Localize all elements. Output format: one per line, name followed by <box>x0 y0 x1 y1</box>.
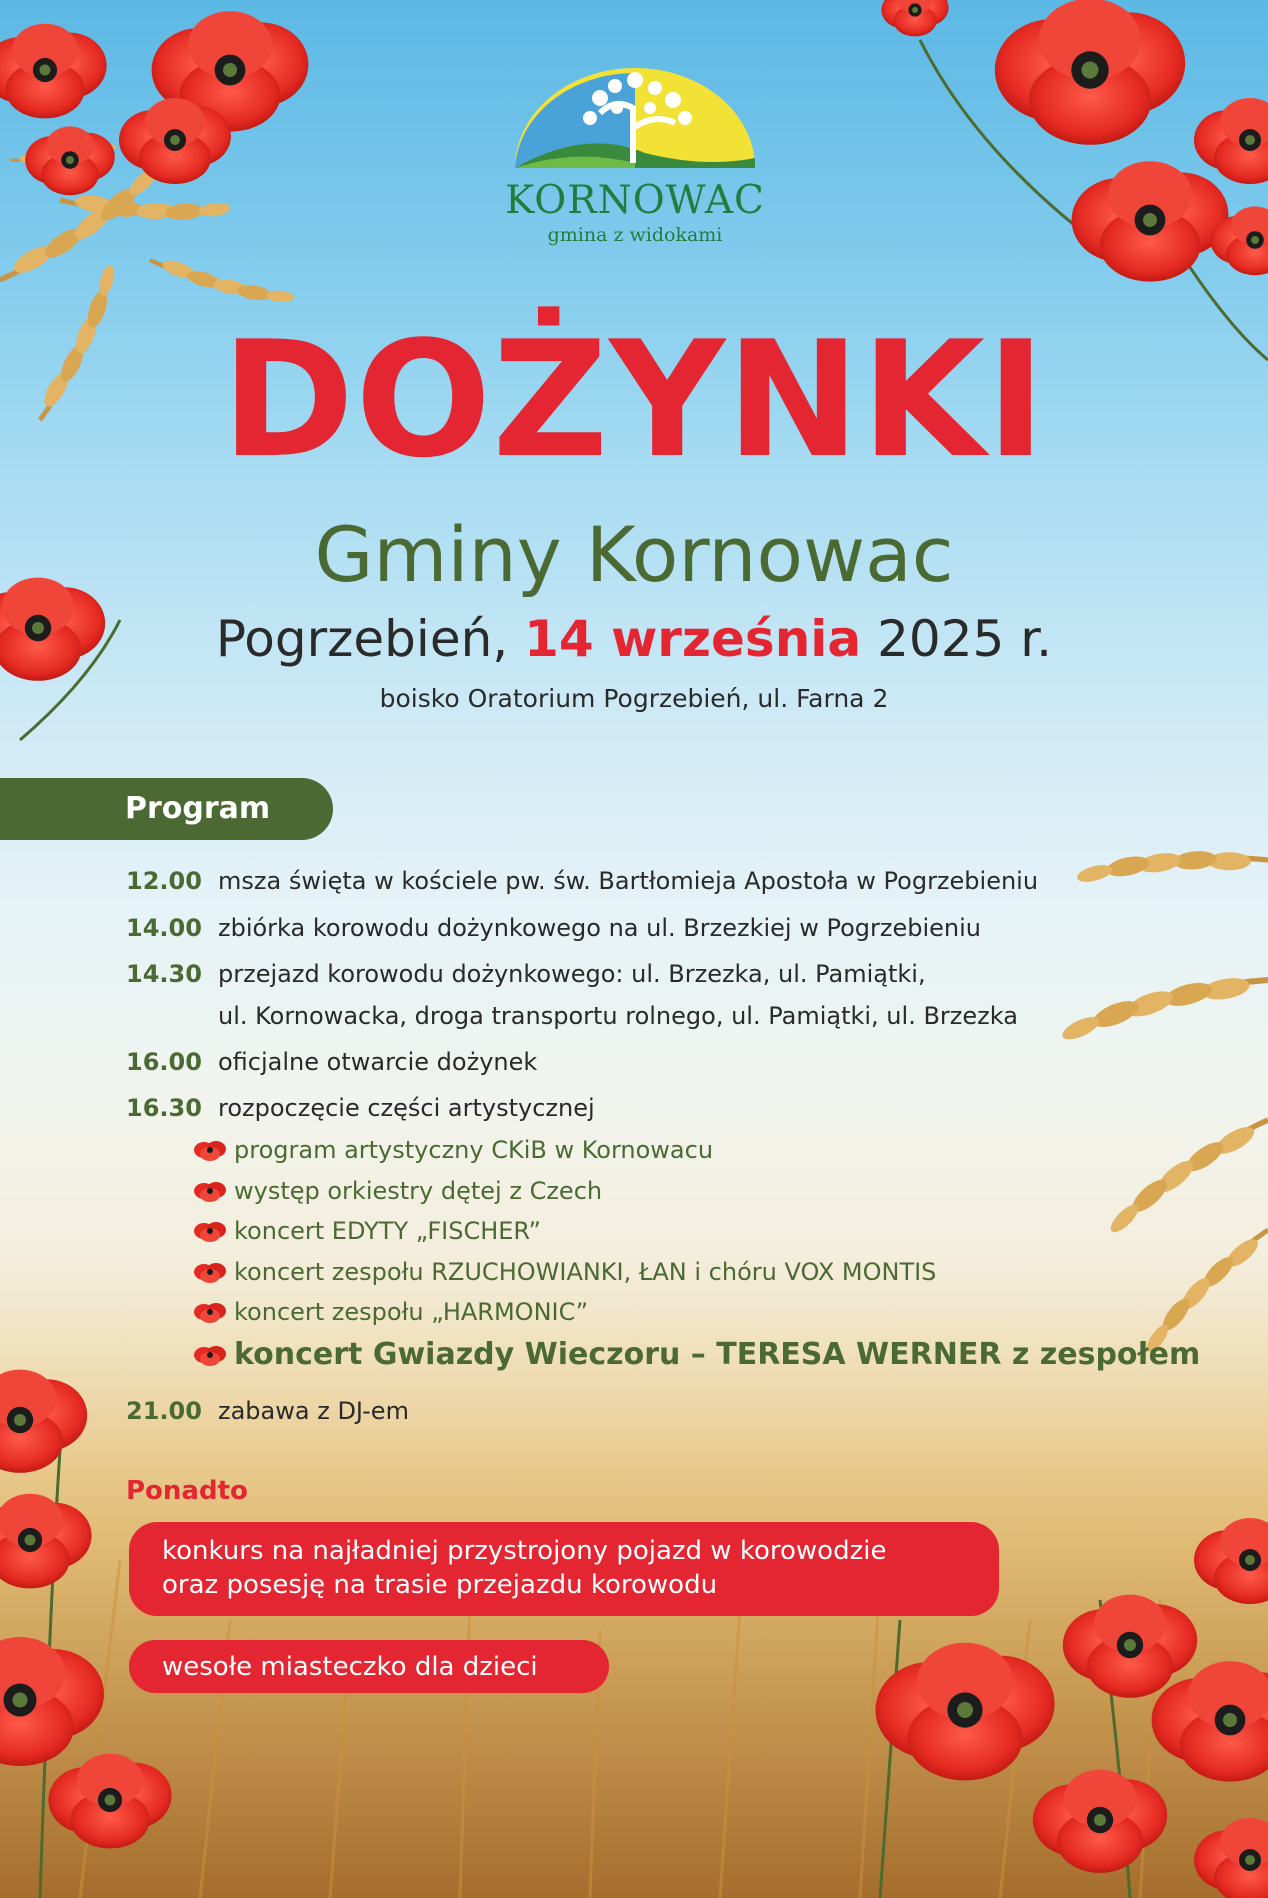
poppy-icon <box>190 1341 230 1369</box>
logo <box>505 68 765 248</box>
poppy-icon <box>190 1258 230 1286</box>
extras-label: Ponadto <box>126 1476 248 1506</box>
schedule-time: 14.00 <box>126 914 202 942</box>
poppy-icon <box>190 1298 230 1326</box>
artistic-item-text: koncert EDYTY „FISCHER” <box>234 1217 541 1245</box>
event-date <box>0 607 1268 671</box>
schedule-time: 12.00 <box>126 867 202 895</box>
program-label: Program <box>125 791 271 826</box>
schedule-item <box>126 911 981 945</box>
schedule-text-continuation: ul. Kornowacka, droga transportu rolnego, ul. Pamiątki, ul. Brzezka <box>218 1002 1018 1030</box>
schedule-item <box>126 957 926 991</box>
schedule-text: rozpoczęcie części artystycznej <box>218 1094 595 1122</box>
schedule-text: zbiórka korowodu dożynkowego na ul. Brzezkiej w Pogrzebieniu <box>218 914 981 942</box>
poppy-icon <box>190 1217 230 1245</box>
schedule-time: 21.00 <box>126 1397 202 1425</box>
artistic-item <box>190 1173 602 1208</box>
artistic-item-text: koncert zespołu „HARMONIC” <box>234 1298 589 1326</box>
artistic-item-text: program artystyczny CKiB w Kornowacu <box>234 1136 714 1164</box>
schedule-time: 16.00 <box>126 1048 202 1076</box>
event-day: 14 września <box>524 610 862 668</box>
event-place: Pogrzebień, <box>215 610 509 668</box>
artistic-item <box>190 1254 936 1289</box>
schedule-item <box>126 864 1038 898</box>
schedule-text: przejazd korowodu dożynkowego: ul. Brzezka, ul. Pamiątki, <box>218 960 926 988</box>
headliner-item <box>190 1337 1200 1372</box>
extras-item-funfair <box>129 1640 609 1693</box>
artistic-item <box>190 1294 588 1329</box>
subtitle: Gminy Kornowac <box>314 510 954 599</box>
schedule-time: 16.30 <box>126 1094 202 1122</box>
program-header <box>0 778 333 840</box>
extras-item-line: oraz posesję na trasie przejazdu korowodu <box>162 1570 718 1600</box>
extras-item-contest <box>129 1522 999 1616</box>
artistic-item-text: występ orkiestry dętej z Czech <box>234 1177 603 1205</box>
artistic-item <box>190 1132 713 1167</box>
schedule-item <box>126 1045 537 1079</box>
extras-item-line: konkurs na najładniej przystrojony pojazd w korowodzie <box>162 1536 887 1566</box>
extras-item-line: wesołe miasteczko dla dzieci <box>162 1652 538 1682</box>
artistic-item-text: koncert zespołu RZUCHOWIANKI, ŁAN i chóru VOX MONTIS <box>234 1258 937 1286</box>
logo-tagline: gmina z widokami <box>547 224 723 246</box>
event-venue: boisko Oratorium Pogrzebień, ul. Farna 2 <box>379 684 889 713</box>
schedule-item <box>126 1394 409 1428</box>
artistic-item <box>190 1213 541 1248</box>
poppy-icon <box>190 1177 230 1205</box>
tree-hills-logo-icon <box>505 68 765 178</box>
headliner-text: koncert Gwiazdy Wieczoru – TERESA WERNER z zespołem <box>234 1336 1201 1372</box>
logo-name: KORNOWAC <box>505 178 765 223</box>
event-year: 2025 r. <box>877 610 1053 668</box>
schedule-text: oficjalne otwarcie dożynek <box>218 1048 538 1076</box>
schedule-text: zabawa z DJ-em <box>218 1397 409 1425</box>
schedule-time: 14.30 <box>126 960 202 988</box>
schedule-item <box>126 1091 595 1125</box>
schedule-text: msza święta w kościele pw. św. Bartłomieja Apostoła w Pogrzebieniu <box>218 867 1039 895</box>
main-title: DOŻYNKI <box>221 306 1047 493</box>
poppy-icon <box>190 1136 230 1164</box>
